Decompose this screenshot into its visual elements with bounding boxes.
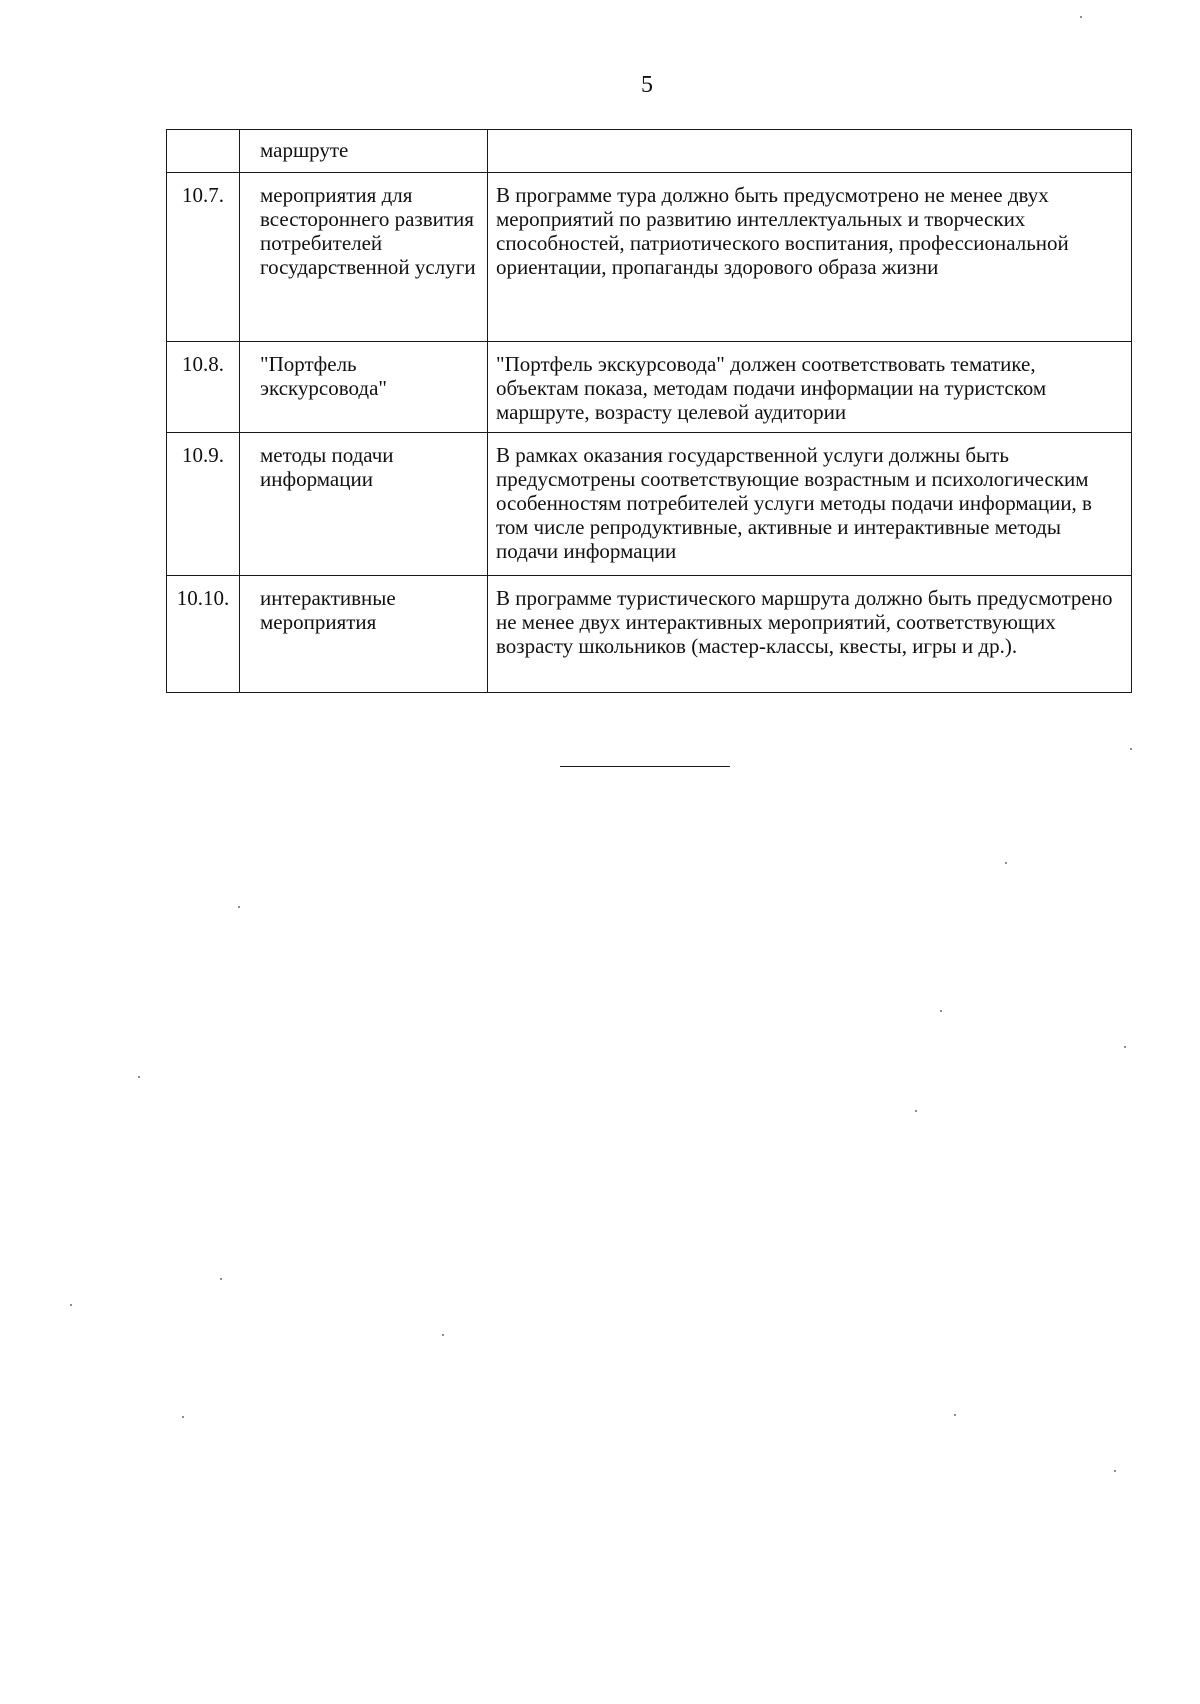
row-number: 10.10. bbox=[167, 576, 240, 693]
scan-speck bbox=[182, 1416, 184, 1418]
scan-speck bbox=[138, 1076, 140, 1078]
row-number bbox=[167, 130, 240, 173]
row-number: 10.7. bbox=[167, 173, 240, 342]
row-name: маршруте bbox=[240, 130, 488, 173]
row-description: В программе туристического маршрута должно быть предусмотрено не менее двух интерактивных мероприятий, соответствующих возрасту школьников (мастер-классы, квесты, игры и др.). bbox=[488, 576, 1132, 693]
scan-speck bbox=[940, 1010, 942, 1012]
requirements-table bbox=[166, 129, 1132, 693]
end-of-document-rule bbox=[560, 766, 730, 767]
scan-speck bbox=[1124, 1046, 1126, 1048]
page-number: 5 bbox=[641, 72, 653, 98]
table-row bbox=[167, 173, 1132, 342]
scan-speck bbox=[1114, 1470, 1116, 1472]
table-row bbox=[167, 433, 1132, 576]
row-description: В рамках оказания государственной услуги должны быть предусмотрены соответствующие возрастным и психологическим особенностям потребителей услуги методы подачи информации, в том числе репродуктивные, активные и интерактивные методы подачи информации bbox=[488, 433, 1132, 576]
scan-speck bbox=[1080, 16, 1082, 18]
row-name: "Портфель экскурсовода" bbox=[240, 342, 488, 433]
scan-speck bbox=[220, 1278, 222, 1280]
scan-speck bbox=[954, 1414, 956, 1416]
table-row bbox=[167, 576, 1132, 693]
row-description: В программе тура должно быть предусмотрено не менее двух мероприятий по развитию интеллектуальных и творческих способностей, патриотического воспитания, профессиональной ориентации, пропаганды здорового образа жизни bbox=[488, 173, 1132, 342]
scan-speck bbox=[442, 1334, 444, 1336]
row-description: "Портфель экскурсовода" должен соответствовать тематике, объектам показа, методам подачи информации на туристском маршруте, возрасту целевой аудитории bbox=[488, 342, 1132, 433]
scan-speck bbox=[1005, 862, 1007, 864]
row-number: 10.8. bbox=[167, 342, 240, 433]
row-number: 10.9. bbox=[167, 433, 240, 576]
table-row bbox=[167, 130, 1132, 173]
scan-speck bbox=[238, 906, 240, 908]
scan-speck bbox=[70, 1304, 72, 1306]
row-name: методы подачи информации bbox=[240, 433, 488, 576]
scan-speck bbox=[915, 1110, 917, 1112]
row-description bbox=[488, 130, 1132, 173]
row-name: интерактивные мероприятия bbox=[240, 576, 488, 693]
scan-speck bbox=[1130, 748, 1132, 750]
table-row bbox=[167, 342, 1132, 433]
row-name: мероприятия для всестороннего развития потребителей государственной услуги bbox=[240, 173, 488, 342]
